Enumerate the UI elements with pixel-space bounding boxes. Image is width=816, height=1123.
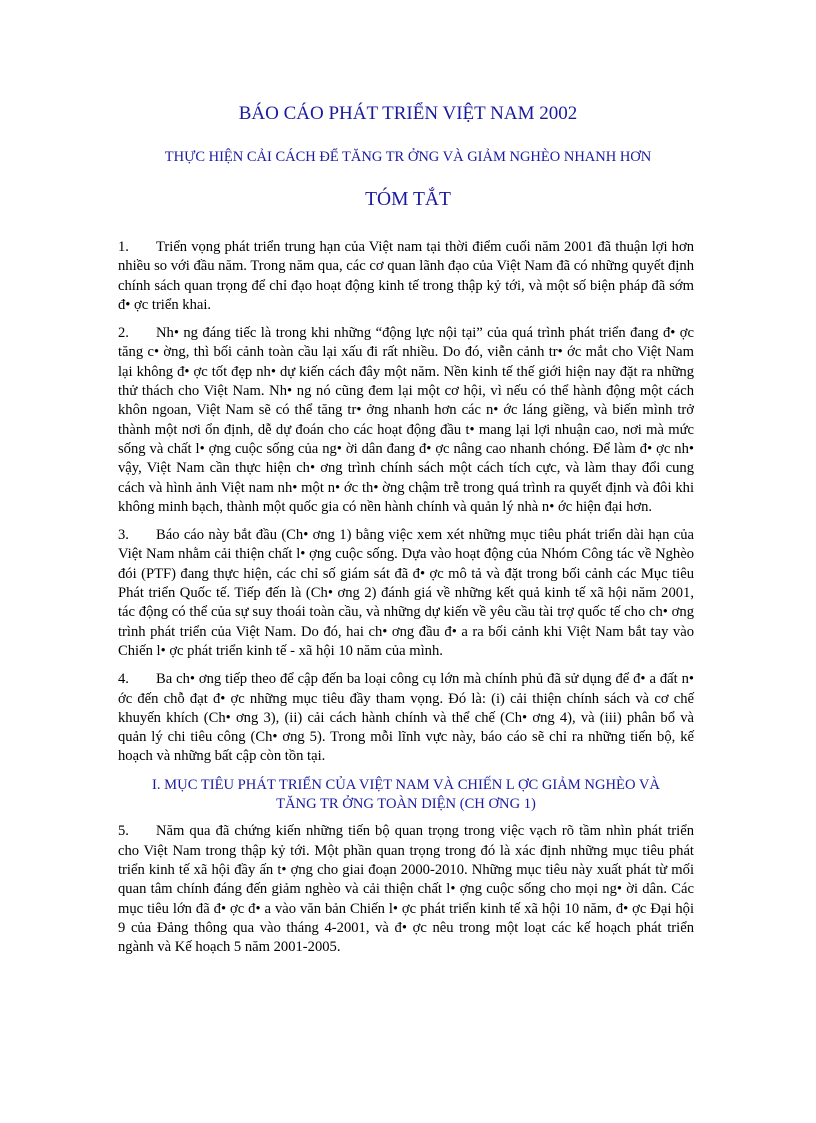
paragraph-2 [118, 324, 694, 517]
paragraph-text: Ba ch• ơng tiếp theo để cập đến ba loại công cụ lớn mà chính phủ đã sử dụng để đ• a đất n• ớc đến chỗ đạt đ• ợc những mục tiêu đầy tham vọng. Đó là: (i) cải thiện chính sách và cơ chế khuyến khích (Ch• ơng 3), (ii) cải cách hành chính và thể chế (Ch• ơng 4), và (iii) phân bổ và quản lý chi tiêu công (Ch• ơng 5). Trong mỗi lĩnh vực này, báo cáo sẽ chỉ ra những tiến bộ, kế hoạch và những bất cập còn tồn tại. [118, 671, 694, 765]
section-heading-line-1: I. MỤC TIÊU PHÁT TRIỂN CỦA VIỆT NAM VÀ CHIẾN L ỢC GIẢM NGHÈO VÀ [152, 776, 660, 793]
section-heading-line-2: TĂNG TR ỞNG TOÀN DIỆN (CH ƠNG 1) [276, 796, 536, 813]
document-title: BÁO CÁO PHÁT TRIỂN VIỆT NAM 2002 [238, 103, 578, 124]
paragraph-text: Năm qua đã chứng kiến những tiến bộ quan trọng trong việc vạch rõ tầm nhìn phát triển cho Việt Nam trong thập kỷ tới. Một phần quan trọng trong đó là xác định những mục tiêu phát triển kinh tế xã hội đầy ấn t• ợng cho giai đoạn 2000-2010. Những mục tiêu này xuất phát từ mối quan tâm chính đáng đến giảm nghèo và cải thiện chất l• ợng cuộc sống cho mọi ng• ời dân. Các mục tiêu lớn đã đ• ợc đ• a vào văn bản Chiến l• ợc phát triển kinh tế xã hội 10 năm, đ• ợc Đại hội 9 của Đảng thông qua vào tháng 4-2001, và đ• ợc nêu trong một loạt các kế hoạch phát triển ngành và Kế hoạch 5 năm 2001-2005. [118, 823, 694, 956]
document-body [118, 238, 694, 966]
paragraph-3 [118, 526, 694, 661]
paragraph-1 [118, 238, 694, 315]
paragraph-text: Triển vọng phát triển trung hạn của Việt nam tại thời điểm cuối năm 2001 đã thuận lợi hơn nhiều so với đầu năm. Trong năm qua, các cơ quan lãnh đạo của Việt Nam đã có những quyết định chính sách quan trọng để chỉ đạo hoạt động kinh tế trong thập kỷ tới, và một số biện pháp đã sớm đ• ợc triển khai. [118, 239, 694, 313]
paragraph-number: 5. [118, 823, 129, 840]
paragraph-text: Nh• ng đáng tiếc là trong khi những “động lực nội tại” của quá trình phát triển đang đ• ợc tăng c• ờng, thì bối cảnh toàn cầu lại xấu đi rất nhiều. Do đó, viễn cảnh tr• ớc mắt cho Việt Nam lại không đ• ợc tốt đẹp nh• dự kiến cách đây một năm. Nền kinh tế thế giới hiện nay đặt ra những thử thách cho Việt Nam. Nh• ng nó cũng đem lại một cơ hội, vì nếu có thể hành động một cách khôn ngoan, Việt Nam sẽ có thể tăng tr• ởng nhanh hơn các n• ớc láng giềng, và biến mình trở thành một nơi ổn định, dễ dự đoán cho các hoạt động đầu t• mang lại lợi nhuận cao, nơi mà mức sống và chất l• ợng cuộc sống của ng• ời dân đang đ• ợc nâng cao nhanh chóng. Để làm đ• ợc nh• vậy, Việt Nam cần thực hiện ch• ơng trình chính sách một cách tích cực, và làm thay đổi cung cách và hình ảnh Việt nam nh• một n• ớc th• ờng chậm trễ trong quá trình ra quyết định và đôi khi không minh bạch, thành một quốc gia có nền hành chính và quản lý nhà n• ớc hiện đại hơn. [118, 325, 694, 515]
document-subtitle: THỰC HIỆN CẢI CÁCH ĐỂ TĂNG TR ỞNG VÀ GIẢM NGHÈO NHANH HƠN [164, 149, 652, 165]
paragraph-4 [118, 670, 694, 766]
paragraph-number: 2. [118, 325, 129, 342]
paragraph-number: 3. [118, 527, 129, 544]
paragraph-5 [118, 822, 694, 957]
paragraph-text: Báo cáo này bắt đầu (Ch• ơng 1) bằng việc xem xét những mục tiêu phát triển dài hạn của Việt Nam nhằm cải thiện chất l• ợng cuộc sống. Dựa vào hoạt động của Nhóm Công tác về Nghèo đói (PTF) đang thực hiện, các chỉ số giám sát đã đ• ợc mô tả và đặt trong bối cảnh các Mục tiêu Phát triển Quốc tế. Tiếp đến là (Ch• ơng 2) đánh giá về những kết quả kinh tế xã hội năm 2001, tác động có thể của sự suy thoái toàn cầu, và những dự kiến về yêu cầu tài trợ quốc tế cho ch• ơng trình phát triển của Việt Nam. Do đó, hai ch• ơng đầu đ• a ra bối cảnh khi Việt Nam bắt tay vào Chiến l• ợc phát triển kinh tế - xã hội 10 năm của mình. [118, 527, 694, 659]
summary-heading: TÓM TẮT [365, 189, 451, 210]
section-heading [118, 776, 694, 815]
paragraph-number: 4. [118, 671, 129, 688]
paragraph-number: 1. [118, 239, 129, 255]
